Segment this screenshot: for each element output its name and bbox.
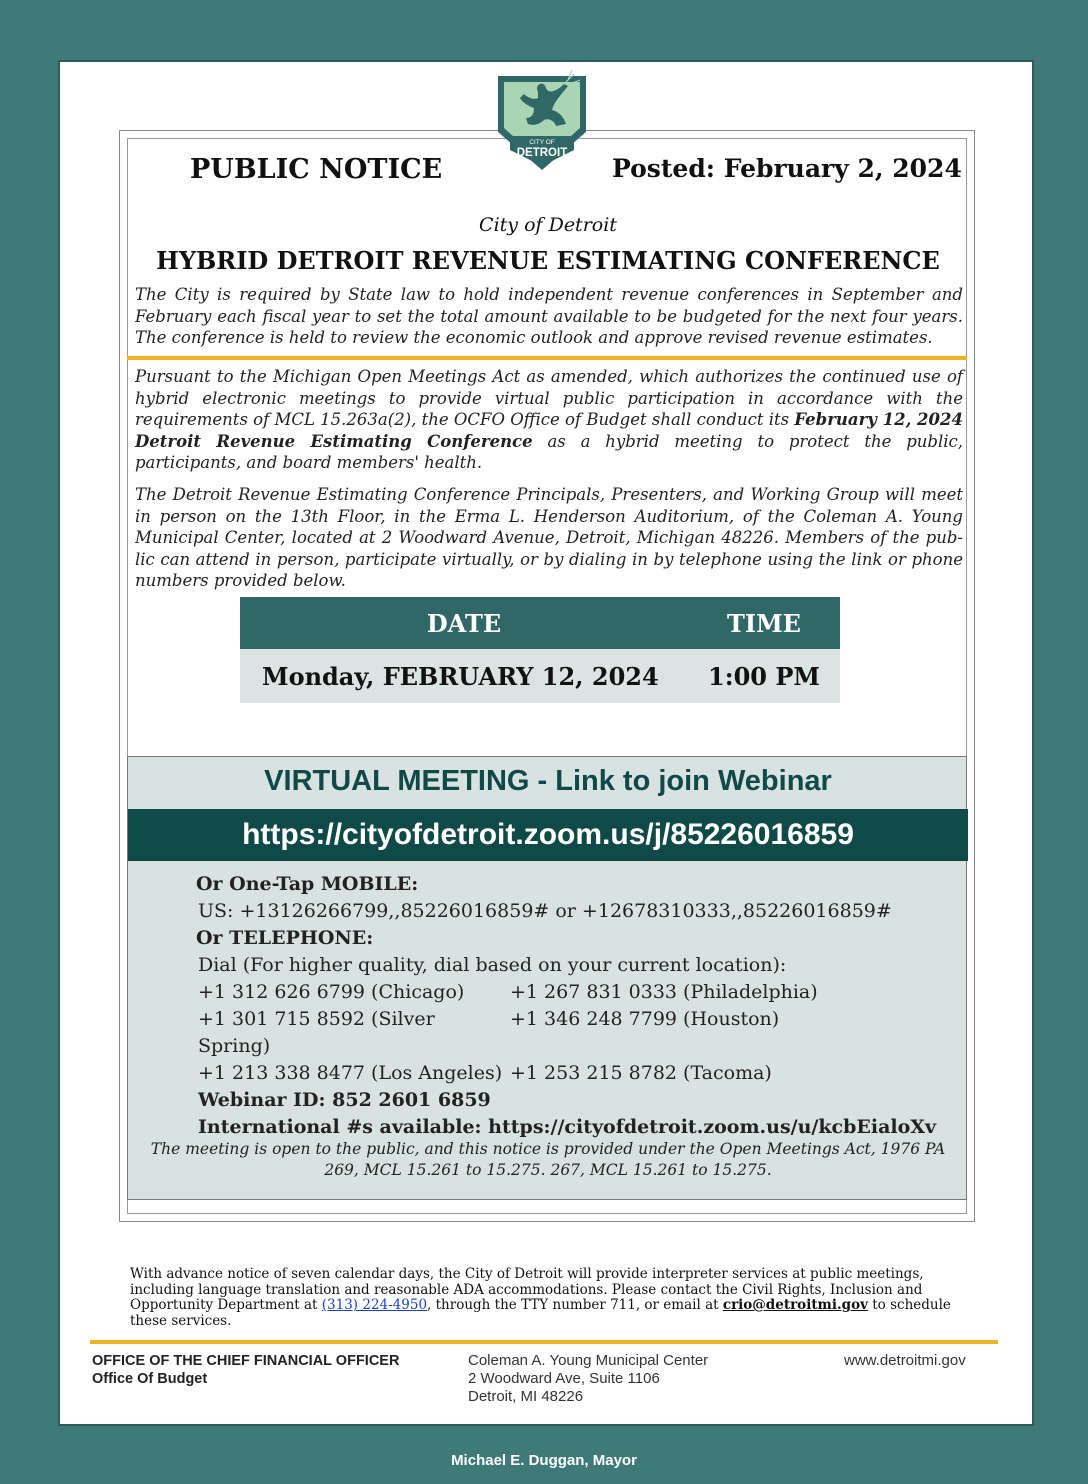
webinar-link[interactable]: https://cityofdetroit.zoom.us/j/85226016859 — [128, 809, 968, 861]
logo-text-small: CITY OF — [529, 139, 555, 146]
open-meetings-paragraph — [135, 366, 963, 474]
schedule-header-row — [240, 597, 840, 649]
time-header: TIME — [727, 608, 801, 638]
schedule-table — [240, 597, 840, 703]
one-tap-label: Or One-Tap MOBILE: — [196, 873, 419, 895]
office-name: OFFICE OF THE CHIEF FINANCIAL OFFICER — [92, 1353, 400, 1369]
ada-notice — [130, 1267, 990, 1329]
yellow-divider — [127, 356, 967, 360]
ada-text-before: With advance notice of seven calendar days, the City of Detroit will provide interpreter services at public meetings, including language translation and reasonable ADA accommodations. Please contact the Civil Rights, Inclusion and Opportunity Department at — [130, 1266, 924, 1313]
city-name: City of Detroit — [479, 214, 617, 236]
phone-row — [196, 1060, 956, 1087]
phone-number: +1 267 831 0333 (Philadelphia) — [510, 981, 818, 1003]
date-value: Monday, FEBRUARY 12, 2024 — [262, 661, 659, 691]
virtual-meeting-panel — [127, 756, 967, 1200]
one-tap-numbers: US: +13126266799,,85226016859# or +12678310333,,85226016859# — [198, 900, 892, 922]
dial-in-info — [196, 871, 956, 1141]
ada-text-after: to schedule these services. — [130, 1297, 951, 1329]
pursuant-text-before: Pursuant to the Michigan Open Meetings Act as amended, which authorizes the continued use of hybrid electronic meetings to provide virtual public participation in accordance with the requirements of MCL 15.263a(2), the OCFO Office of Budget shall conduct its — [135, 367, 963, 429]
phone-number: +1 346 248 7799 (Houston) — [510, 1008, 780, 1030]
footer-address — [468, 1352, 708, 1406]
pursuant-text-after: as a hybrid meeting to protect the public, participants, and board members' health. — [135, 431, 963, 472]
location-paragraph: The Detroit Revenue Estimating Conference Principals, Presenters, and Working Group will meet in person on the 13th Floor, in the Erma L. Henderson Auditorium, of the Coleman A. Young Municipal Center, located at 2 Woodward Avenue, Detroit, Michigan 48226. Members of the pub-lic can attend in person, participate virtually, or by dialing in by telephone using the link or phone numbers provided below. — [135, 485, 963, 590]
footer-office — [92, 1352, 399, 1388]
virtual-meeting-title: VIRTUAL MEETING - Link to join Webinar — [264, 765, 832, 797]
ada-text-middle: , through the TTY number 711, or email at — [427, 1297, 723, 1313]
address-line-2: 2 Woodward Ave, Suite 1106 — [468, 1370, 660, 1387]
phone-row — [196, 979, 956, 1006]
date-header: DATE — [426, 608, 502, 638]
ada-phone-link[interactable]: (313) 224-4950 — [321, 1297, 428, 1313]
schedule-row — [240, 649, 840, 703]
conference-title: HYBRID DETROIT REVENUE ESTIMATING CONFERENCE — [156, 246, 940, 275]
pursuant-bold-text: February 12, 2024 Detroit Revenue Estimating Conference — [135, 410, 963, 451]
address-line-3: Detroit, MI 48226 — [468, 1388, 584, 1405]
time-value: 1:00 PM — [708, 661, 820, 691]
notice-sheet — [58, 60, 1034, 1426]
footer-website[interactable]: www.detroitmi.gov — [844, 1352, 966, 1369]
ada-email-link[interactable]: crio@detroitmi.gov — [722, 1297, 868, 1313]
telephone-label: Or TELEPHONE: — [196, 927, 374, 949]
open-meetings-note: The meeting is open to the public, and this notice is provided under the Open Meetings Act, 1976 PA 269, MCL 15.261 to 15.275. 267, MCL 15.261 to 15.275. — [150, 1140, 946, 1179]
mayor-name: Michael E. Duggan, Mayor — [451, 1452, 637, 1469]
phone-number: +1 301 715 8592 (Silver Spring) — [198, 1008, 435, 1057]
posted-date: Posted: February 2, 2024 — [612, 154, 962, 183]
footer-divider — [90, 1340, 998, 1344]
phone-number: +1 253 215 8782 (Tacoma) — [510, 1062, 772, 1084]
phone-number: +1 312 626 6799 (Chicago) — [198, 981, 465, 1003]
address-line-1: Coleman A. Young Municipal Center — [468, 1352, 709, 1369]
logo-text-large: DETROIT — [516, 147, 568, 159]
dial-instructions: Dial (For higher quality, dial based on your current location): — [198, 954, 787, 976]
phone-number: +1 213 338 8477 (Los Angeles) — [198, 1062, 503, 1084]
city-of-detroit-logo — [494, 62, 590, 174]
intro-paragraph: The City is required by State law to hold independent revenue conferences in September and February each fiscal year to set the total amount available to be budgeted for the next four years. The conference is held to review the economic outlook and approve revised revenue estimates. — [135, 285, 963, 347]
public-notice-heading: PUBLIC NOTICE — [190, 154, 443, 185]
phone-row — [196, 1006, 956, 1060]
international-numbers: International #s available: https://cityofdetroit.zoom.us/u/kcbEialoXv — [198, 1116, 937, 1138]
sub-office-name: Office Of Budget — [92, 1371, 208, 1387]
webinar-id: Webinar ID: 852 2601 6859 — [198, 1089, 491, 1111]
